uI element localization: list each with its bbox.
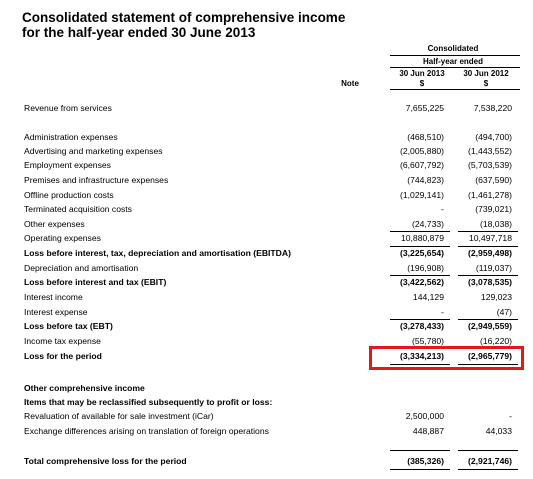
value-2013: - <box>441 204 444 214</box>
value-2013: (3,334,213) <box>400 351 444 361</box>
value-2013: - <box>441 307 444 317</box>
section-heading <box>22 397 522 411</box>
value-2012: (1,443,552) <box>468 146 512 156</box>
value-2013: (468,510) <box>407 132 444 142</box>
row-label: Depreciation and amortisation <box>24 263 139 273</box>
col2-unit: $ <box>483 79 489 88</box>
row-label: Other comprehensive income <box>24 383 145 393</box>
row-label: Loss before tax (EBT) <box>24 321 113 331</box>
row-label: Total comprehensive loss for the period <box>24 456 187 466</box>
row-label: Interest expense <box>24 307 88 317</box>
statement-subtitle: for the half-year ended 30 June 2013 <box>22 25 256 40</box>
value-2012: (637,590) <box>475 175 512 185</box>
value-2012: (494,700) <box>475 132 512 142</box>
total-rule <box>390 469 450 470</box>
value-2013: (744,823) <box>407 175 444 185</box>
table-row <box>22 248 522 262</box>
col1-unit: $ <box>419 79 425 88</box>
value-2013: (196,908) <box>407 263 444 273</box>
value-2013: (1,029,141) <box>400 190 444 200</box>
section-heading <box>22 383 522 397</box>
value-2012: (2,965,779) <box>468 351 512 361</box>
value-2013: (385,326) <box>407 456 444 466</box>
value-2013: 2,500,000 <box>405 411 444 421</box>
table-row <box>22 190 522 204</box>
col1-date-header: 30 Jun 2013 <box>399 69 445 78</box>
row-label: Revaluation of available for sale investment (iCar) <box>24 411 214 421</box>
subtotal-rule <box>458 231 518 232</box>
col2-date-header: 30 Jun 2012 <box>463 69 509 78</box>
total-rule <box>390 450 450 451</box>
subtotal-rule <box>390 275 450 276</box>
row-label: Items that may be reclassified subsequently to profit or loss: <box>24 397 273 407</box>
header-rule <box>390 67 520 68</box>
value-2012: 7,538,220 <box>473 103 512 113</box>
table-row <box>22 277 522 291</box>
row-label: Operating expenses <box>24 233 101 243</box>
value-2013: 448,887 <box>412 426 444 436</box>
subtotal-rule <box>458 246 518 247</box>
value-2012: (18,038) <box>479 219 512 229</box>
value-2013: 10,880,879 <box>400 233 444 243</box>
value-2013: (55,780) <box>411 336 444 346</box>
row-label: Loss before interest and tax (EBIT) <box>24 277 167 287</box>
row-label: Other expenses <box>24 219 85 229</box>
row-label: Revenue from services <box>24 103 112 113</box>
table-row <box>22 132 522 146</box>
total-rule <box>458 469 518 470</box>
value-2012: (2,921,746) <box>468 456 512 466</box>
value-2013: (6,607,792) <box>400 160 444 170</box>
value-2013: 144,129 <box>412 292 444 302</box>
subtotal-rule <box>390 319 450 320</box>
table-row <box>22 103 522 117</box>
period-header: Half-year ended <box>422 57 484 66</box>
value-2012: (3,078,535) <box>468 277 512 287</box>
row-label: Income tax expense <box>24 336 101 346</box>
note-header: Note <box>341 79 359 88</box>
value-2012: (119,037) <box>475 263 512 273</box>
table-row <box>22 321 522 335</box>
header-rule <box>390 89 520 90</box>
value-2013: 7,655,225 <box>405 103 444 113</box>
column-group-header: Consolidated <box>427 44 479 53</box>
row-label: Administration expenses <box>24 132 118 142</box>
value-2013: (2,005,880) <box>400 146 444 156</box>
value-2013: (3,225,654) <box>400 248 444 258</box>
row-label: Advertising and marketing expenses <box>24 146 163 156</box>
row-label: Interest income <box>24 292 83 302</box>
value-2012: (47) <box>496 307 512 317</box>
subtotal-rule <box>390 246 450 247</box>
subtotal-rule <box>458 319 518 320</box>
table-row <box>22 233 522 247</box>
table-row <box>22 292 522 306</box>
table-row <box>22 146 522 160</box>
highlight-box <box>369 346 524 370</box>
value-2012: (2,959,498) <box>468 248 512 258</box>
value-2013: (24,733) <box>411 219 444 229</box>
row-label: Terminated acquisition costs <box>24 204 132 214</box>
table-row <box>22 426 522 440</box>
row-label: Exchange differences arising on translation of foreign operations <box>24 426 269 436</box>
value-2012: (1,461,278) <box>468 190 512 200</box>
value-2012: (2,949,559) <box>468 321 512 331</box>
row-label: Offline production costs <box>24 190 114 200</box>
value-2012: 44,033 <box>485 426 512 436</box>
value-2012: 10,497,718 <box>468 233 512 243</box>
subtotal-rule <box>390 231 450 232</box>
header-rule <box>390 55 520 56</box>
value-2012: (16,220) <box>479 336 512 346</box>
value-2012: - <box>509 411 512 421</box>
value-2012: (5,703,539) <box>468 160 512 170</box>
table-row <box>22 456 522 470</box>
row-label: Loss before interest, tax, depreciation and amortisation (EBITDA) <box>24 248 291 258</box>
statement-title: Consolidated statement of comprehensive income <box>22 10 346 25</box>
table-row <box>22 411 522 425</box>
value-2012: (739,021) <box>475 204 512 214</box>
value-2013: (3,422,562) <box>400 277 444 287</box>
table-row <box>22 160 522 174</box>
value-2012: 129,023 <box>480 292 512 302</box>
table-row <box>22 175 522 189</box>
subtotal-rule <box>458 275 518 276</box>
value-2013: (3,278,433) <box>400 321 444 331</box>
table-row <box>22 204 522 218</box>
row-label: Premises and infrastructure expenses <box>24 175 169 185</box>
total-rule <box>458 450 518 451</box>
row-label: Loss for the period <box>24 351 102 361</box>
row-label: Employment expenses <box>24 160 111 170</box>
